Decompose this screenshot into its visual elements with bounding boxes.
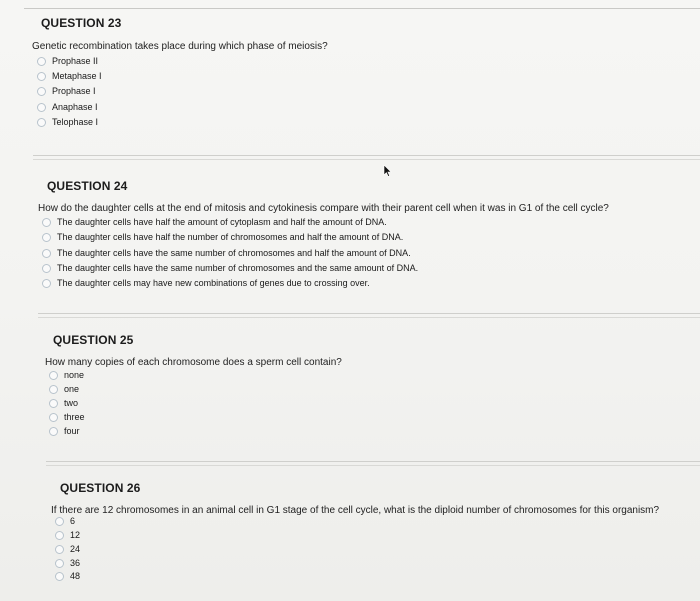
option-label: 6: [70, 516, 76, 526]
question-23-option-4[interactable]: [37, 100, 98, 114]
option-label: The daughter cells have half the amount of cytoplasm and half the amount of DNA.: [57, 217, 387, 227]
radio-button-icon[interactable]: [55, 572, 64, 581]
question-24-prompt: How do the daughter cells at the end of mitosis and cytokinesis compare with their parent cell when it was in G1 of the cell cycle?: [38, 203, 609, 214]
option-label: The daughter cells may have new combinations of genes due to crossing over.: [57, 278, 370, 288]
question-25-option-5[interactable]: [49, 424, 80, 438]
question-24-option-5[interactable]: [42, 276, 370, 290]
section-divider: [38, 313, 700, 318]
option-label: The daughter cells have the same number of chromosomes and the same amount of DNA.: [57, 263, 419, 273]
question-26-option-5[interactable]: [55, 569, 80, 583]
radio-button-icon[interactable]: [37, 103, 46, 112]
radio-button-icon[interactable]: [55, 517, 64, 526]
option-label: three: [64, 412, 85, 422]
radio-button-icon[interactable]: [42, 264, 51, 273]
radio-button-icon[interactable]: [49, 413, 58, 422]
question-26-title: QUESTION 26: [60, 481, 141, 495]
radio-button-icon[interactable]: [42, 233, 51, 242]
radio-button-icon[interactable]: [37, 118, 46, 127]
question-26-option-2[interactable]: [55, 528, 80, 542]
question-25-option-2[interactable]: [49, 382, 79, 396]
question-23-option-3[interactable]: [37, 84, 96, 98]
question-26-option-4[interactable]: [55, 556, 80, 570]
question-25-option-1[interactable]: [49, 368, 84, 382]
option-label: one: [64, 384, 80, 394]
question-24-option-4[interactable]: [42, 261, 418, 275]
option-label: Prophase II: [52, 56, 99, 66]
question-26-prompt: If there are 12 chromosomes in an animal cell in G1 stage of the cell cycle, what is the diploid number of chromosomes for this organism?: [51, 505, 660, 516]
section-divider: [33, 155, 700, 160]
option-label: 24: [70, 544, 81, 554]
option-label: 48: [70, 571, 81, 581]
question-23-title: QUESTION 23: [41, 16, 122, 30]
radio-button-icon[interactable]: [49, 385, 58, 394]
question-24-option-1[interactable]: [42, 215, 387, 229]
radio-button-icon[interactable]: [42, 279, 51, 288]
option-label: two: [64, 398, 79, 408]
question-26-option-3[interactable]: [55, 542, 80, 556]
radio-button-icon[interactable]: [42, 249, 51, 258]
question-26-option-1[interactable]: [55, 514, 75, 528]
question-25-prompt: How many copies of each chromosome does a sperm cell contain?: [45, 357, 342, 368]
radio-button-icon[interactable]: [37, 87, 46, 96]
question-25-title: QUESTION 25: [53, 333, 134, 347]
radio-button-icon[interactable]: [37, 72, 46, 81]
question-24-option-3[interactable]: [42, 246, 411, 260]
question-23-option-2[interactable]: [37, 69, 102, 83]
section-divider: [46, 461, 700, 466]
option-label: Metaphase I: [52, 71, 102, 81]
option-label: 12: [70, 530, 81, 540]
mouse-pointer-icon: [383, 165, 392, 177]
option-label: Anaphase I: [52, 102, 98, 112]
radio-button-icon[interactable]: [42, 218, 51, 227]
radio-button-icon[interactable]: [49, 371, 58, 380]
question-25-option-3[interactable]: [49, 396, 78, 410]
option-label: The daughter cells have half the number of chromosomes and half the amount of DNA.: [57, 232, 404, 242]
question-23-option-1[interactable]: [37, 54, 98, 68]
radio-button-icon[interactable]: [49, 427, 58, 436]
question-24-title: QUESTION 24: [47, 179, 128, 193]
option-label: four: [64, 426, 80, 436]
option-label: Prophase I: [52, 86, 96, 96]
radio-button-icon[interactable]: [55, 531, 64, 540]
radio-button-icon[interactable]: [49, 399, 58, 408]
question-25-option-4[interactable]: [49, 410, 85, 424]
question-24-option-2[interactable]: [42, 230, 403, 244]
radio-button-icon[interactable]: [55, 545, 64, 554]
top-divider: [24, 8, 700, 9]
option-label: The daughter cells have the same number of chromosomes and half the amount of DNA.: [57, 248, 411, 258]
question-23-option-5[interactable]: [37, 115, 98, 129]
question-23-prompt: Genetic recombination takes place during which phase of meiosis?: [32, 41, 328, 52]
option-label: Telophase I: [52, 117, 99, 127]
radio-button-icon[interactable]: [55, 559, 64, 568]
radio-button-icon[interactable]: [37, 57, 46, 66]
option-label: none: [64, 370, 85, 380]
option-label: 36: [70, 558, 81, 568]
